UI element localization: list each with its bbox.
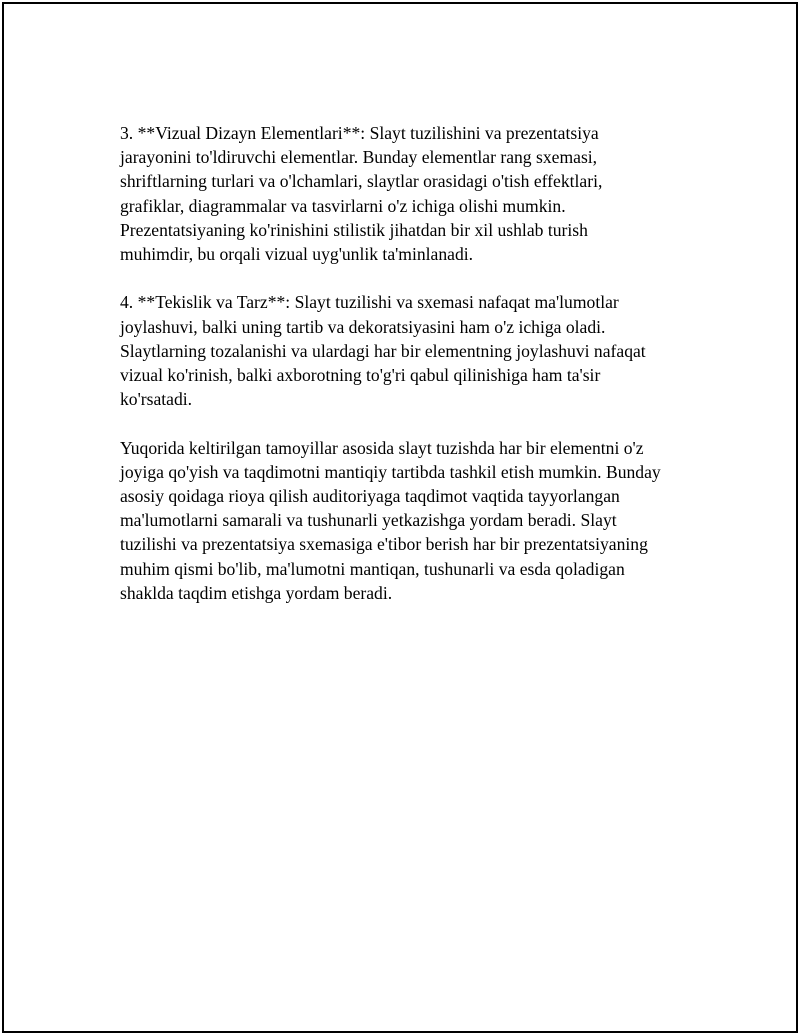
paragraph-layout-and-style: 4. **Tekislik va Tarz**: Slayt tuzilishi va sxemasi nafaqat ma'lumotlar joylashuvi, balki uning tartib va dekoratsiyasini ham o'z ichiga oladi. Slaytlarning tozalanishi va ulardagi har bir elementning joylashuvi nafaqat vizual ko'rinish, balki axborotning to'g'ri qabul qilinishiga ham ta'sir ko'rsatadi. [120,292,646,410]
paragraph-visual-design-elements: 3. **Vizual Dizayn Elementlari**: Slayt tuzilishini va prezentatsiya jarayonini to'ldiruvchi elementlar. Bunday elementlar rang sxemasi, shriftlarning turlari va o'lchamlari, slaytlar orasidagi o'tish effektlari, grafiklar, diagrammalar va tasvirlarni o'z ichiga olishi mumkin. Prezentatsiyaning ko'rinishini stilistik jihatdan bir xil ushlab turish muhimdir, bu orqali vizual uyg'unlik ta'minlanadi. [120,123,603,265]
document-body [120,121,700,629]
paragraph-conclusion: Yuqorida keltirilgan tamoyillar asosida slayt tuzishda har bir elementni o'z joyiga qo'yish va taqdimotni mantiqiy tartibda tashkil etish mumkin. Bunday asosiy qoidaga rioya qilish auditoriyaga taqdimot vaqtida tayyorlangan ma'lumotlarni samarali va tushunarli yetkazishga yordam beradi. Slayt tuzilishi va prezentatsiya sxemasiga e'tibor berish har bir prezentatsiyaning muhim qismi bo'lib, ma'lumotni mantiqan, tushunarli va esda qoladigan shaklda taqdim etishga yordam beradi. [120,437,661,603]
document-page [2,2,798,1033]
